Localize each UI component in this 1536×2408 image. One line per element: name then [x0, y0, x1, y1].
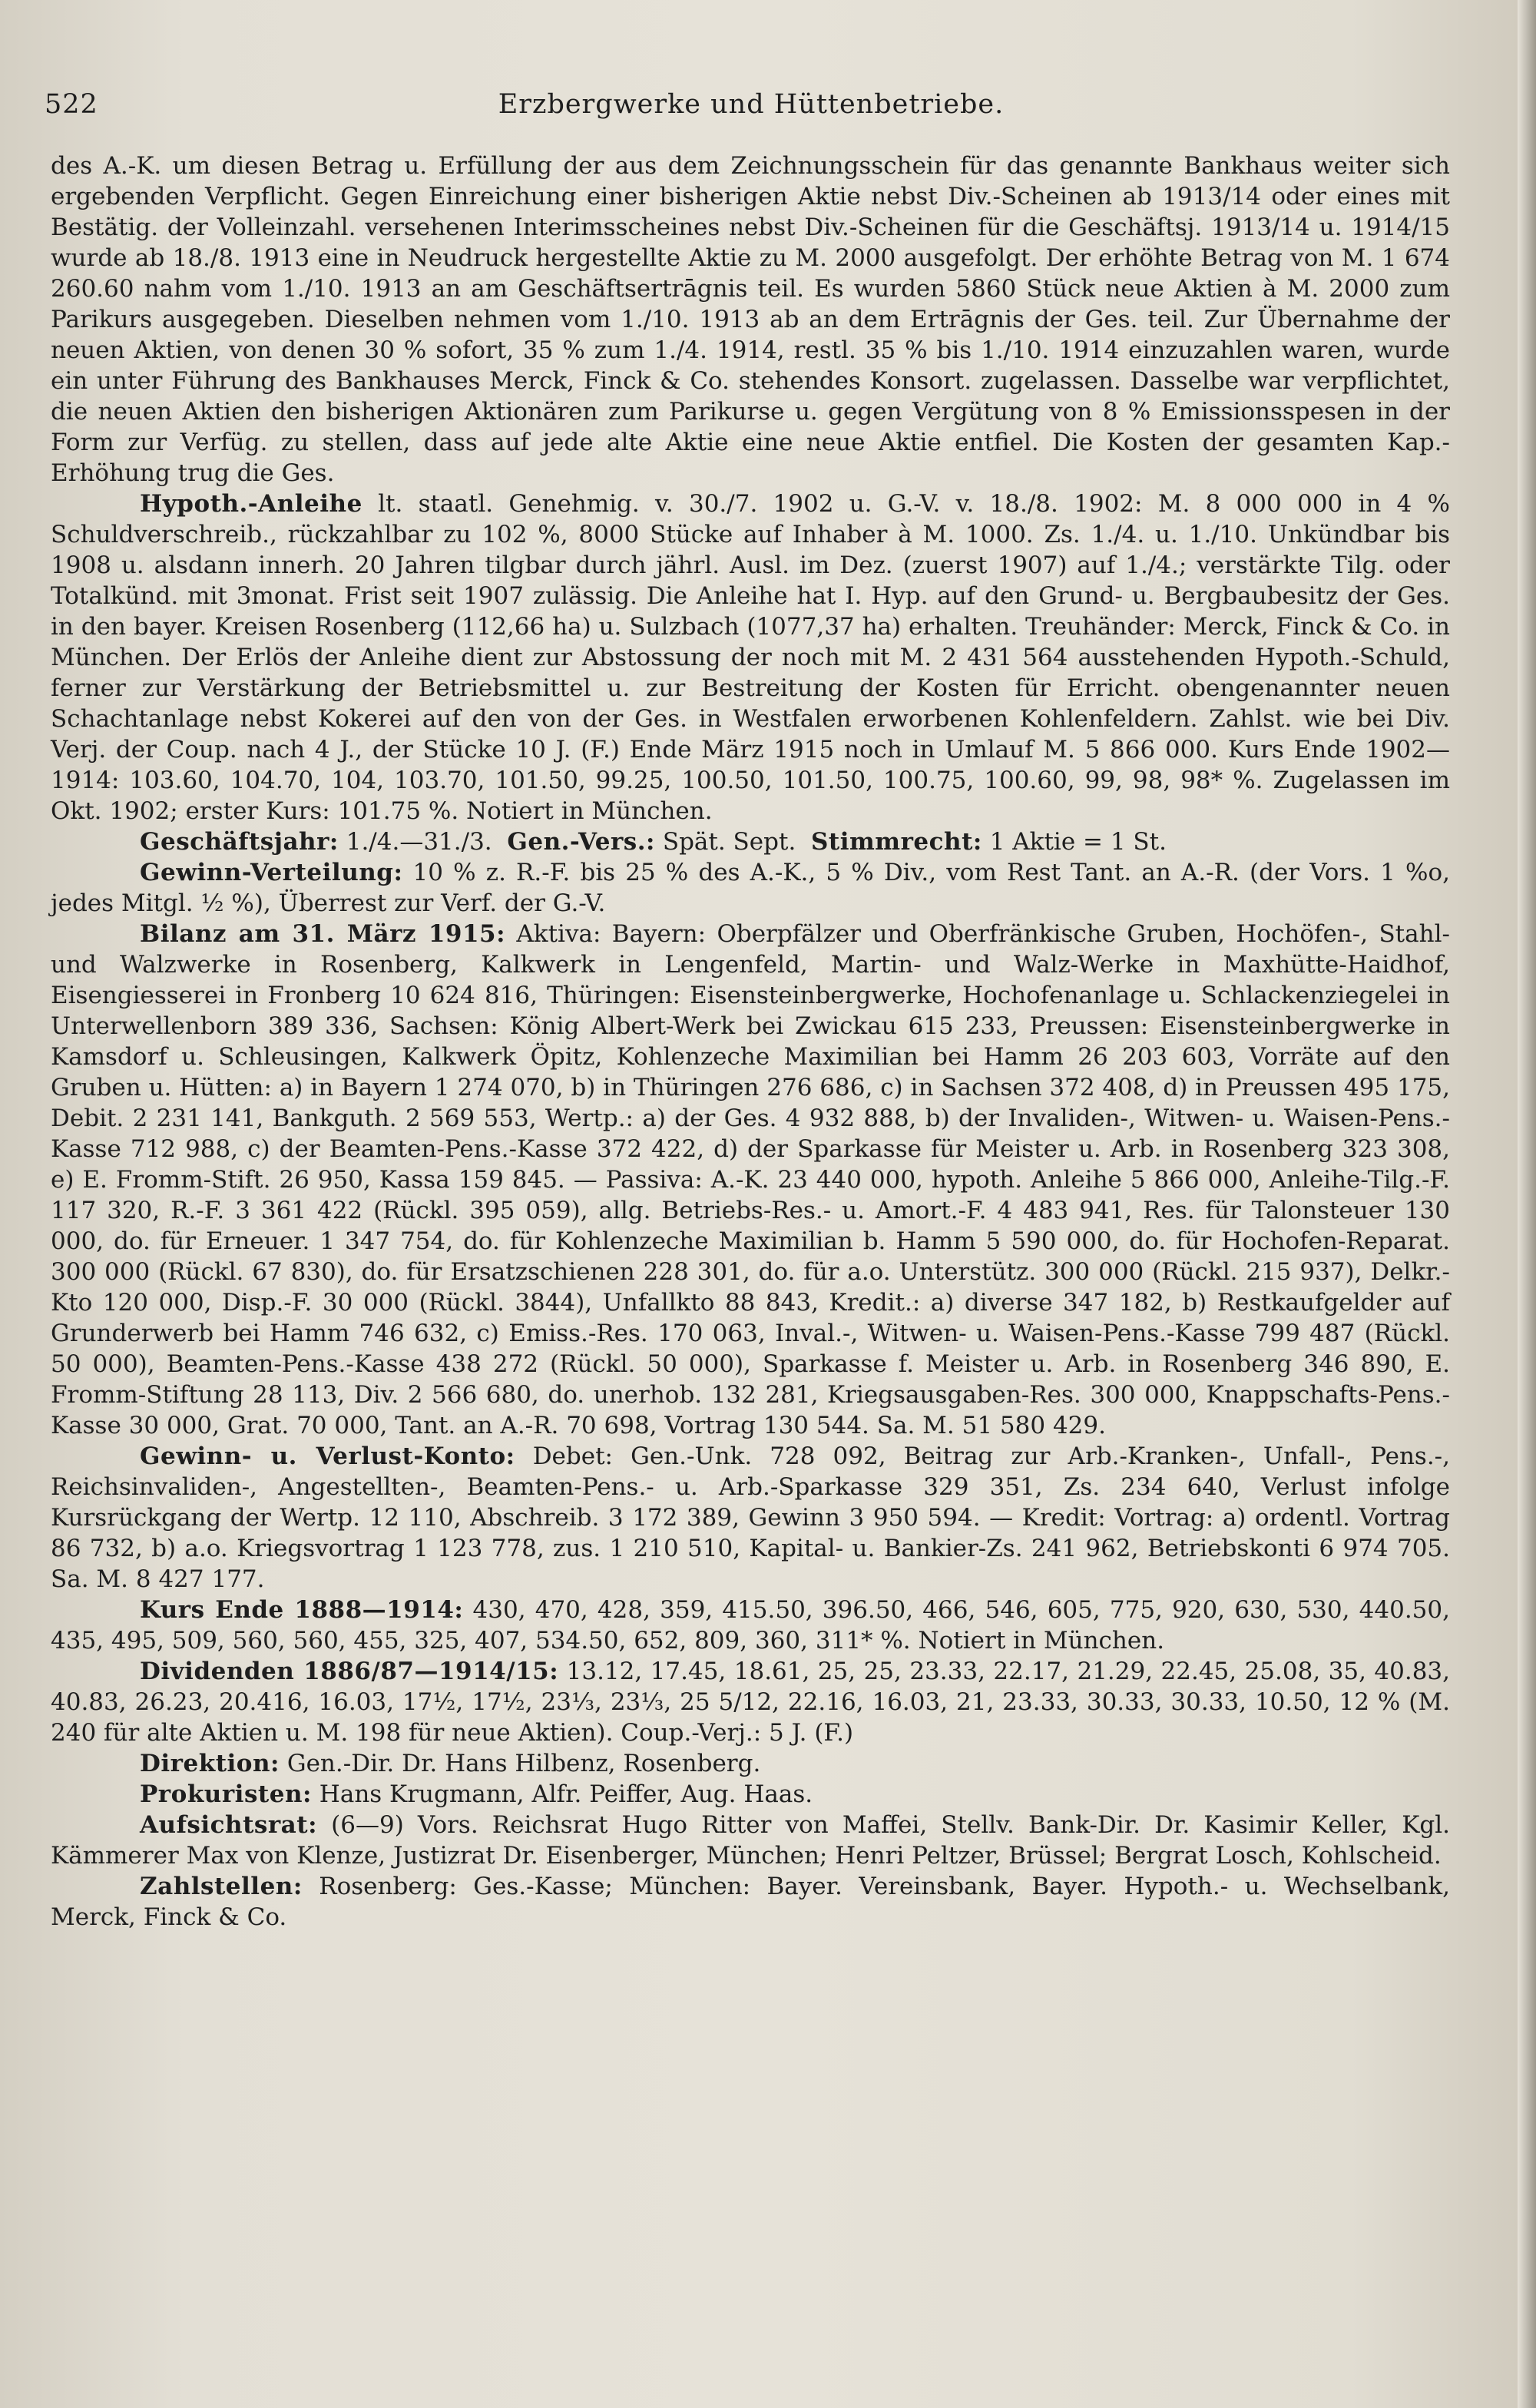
paragraph-text: Hans Krugmann, Alfr. Peiffer, Aug. Haas. — [319, 1780, 813, 1808]
paragraph-profit-loss — [51, 1441, 1450, 1595]
paragraph-authorized-signatories — [51, 1779, 1450, 1810]
section-label: Zahlstellen: — [140, 1873, 303, 1900]
section-label: Gewinn- u. Verlust-Konto: — [140, 1442, 515, 1470]
paragraph-text: 430, 470, 428, 359, 415.50, 396.50, 466, 546, 605, 775, 920, 630, 530, 440.50, 435, 495, 509, 560, 560, 455, 325, 407, 534.50, 652, 809, 360, 311* %. Notiert in München. — [51, 1596, 1450, 1654]
paragraph-capital-increase — [51, 151, 1450, 489]
paragraph-paying-agents — [51, 1871, 1450, 1933]
page-edge-shadow — [1518, 0, 1536, 2408]
section-label: Hypoth.-Anleihe — [140, 490, 362, 518]
section-label: Kurs Ende 1888—1914: — [140, 1596, 464, 1624]
section-label: Prokuristen: — [140, 1780, 312, 1808]
page-header — [45, 89, 1458, 135]
paragraph-text: Aktiva: Bayern: Oberpfälzer und Oberfränkische Gruben, Hochöfen-, Stahl- und Walzwerke in Rosenberg, Kalkwerk in Lengenfeld, Martin- und Walz-Werke in Maxhütte-Haidhof, Eisengiesserei in Fronberg 10 624 816, Thüringen: Eisensteinbergwerke, Hochofenanlage u. Schlackenziegelei in Unterwellenborn 389 336, Sachsen: König Albert-Werk bei Zwickau 615 233, Preussen: Eisensteinbergwerke in Kamsdorf u. Schleusingen, Kalkwerk Öpitz, Kohlenzeche Maximilian bei Hamm 26 203 603, Vorräte auf den Gruben u. Hütten: a) in Bayern 1 274 070, b) in Thüringen 276 686, c) in Sachsen 372 408, d) in Preussen 495 175, Debit. 2 231 141, Bankguth. 2 569 553, Wertp.: a) der Ges. 4 932 888, b) der Invaliden-, Witwen- u. Waisen-Pens.-Kasse 712 988, c) der Beamten-Pens.-Kasse 372 422, d) der Sparkasse für Meister u. Arb. in Rosenberg 323 308, e) E. Fromm-Stift. 26 950, Kassa 159 845. — Passiva: A.-K. 23 440 000, hypoth. Anleihe 5 866 000, Anleihe-Tilg.-F. 117 320, R.-F. 3 361 422 (Rückl. 395 059), allg. Betriebs-Res.- u. Amort.-F. 4 483 941, Res. für Talonsteuer 130 000, do. für Erneuer. 1 347 754, do. für Kohlenzeche Maximilian b. Hamm 5 590 000, do. für Hochofen-Reparat. 300 000 (Rückl. 67 830), do. für Ersatzschienen 228 301, do. für a.o. Unterstütz. 300 000 (Rückl. 215 937), Delkr.-Kto 120 000, Disp.-F. 30 000 (Rückl. 3844), Unfallkto 88 843, Kredit.: a) diverse 347 182, b) Restkaufgelder auf Grunderwerb bei Hamm 746 632, c) Emiss.-Res. 170 063, Inval.-, Witwen- u. Waisen-Pens.-Kasse 799 487 (Rückl. 50 000), Beamten-Pens.-Kasse 438 272 (Rückl. 50 000), Sparkasse f. Meister u. Arb. in Rosenberg 346 890, E. Fromm-Stiftung 28 113, Div. 2 566 680, do. unerhob. 132 281, Kriegsausgaben-Res. 300 000, Knappschafts-Pens.-Kasse 30 000, Grat. 70 000, Tant. an A.-R. 70 698, Vortrag 130 544. Sa. M. 51 580 429. — [51, 920, 1450, 1439]
paragraph-supervisory-board — [51, 1810, 1450, 1871]
paragraph-mortgage-loan — [51, 489, 1450, 826]
paragraph-dividends — [51, 1656, 1450, 1748]
paragraph-text: Spät. Sept. — [662, 828, 796, 856]
section-label: Bilanz am 31. März 1915: — [140, 920, 506, 948]
paragraph-text: Debet: Gen.-Unk. 728 092, Beitrag zur Arb.-Kranken-, Unfall-, Pens.-, Reichsinvaliden-, Angestellten-, Beamten-Pens.- u. Arb.-Sparkasse 329 351, Zs. 234 640, Verlust infolge Kursrückgang der Wertp. 12 110, Abschreib. 3 172 389, Gewinn 3 950 594. — Kredit: Vortrag: a) ordentl. Vortrag 86 732, b) a.o. Kriegsvortrag 1 123 778, zus. 1 210 510, Kapital- u. Bankier-Zs. 241 962, Betriebskonti 6 974 705. Sa. M. 8 427 177. — [51, 1442, 1451, 1593]
paragraph-text: lt. staatl. Genehmig. v. 30./7. 1902 u. G.-V. v. 18./8. 1902: M. 8 000 000 in 4 % Schuldverschreib., rückzahlbar zu 102 %, 8000 Stücke auf Inhaber à M. 1000. Zs. 1./4. u. 1./10. Unkündbar bis 1908 u. alsdann innerh. 20 Jahren tilgbar durch jährl. Ausl. im Dez. (zuerst 1907) auf 1./4.; verstärkte Tilg. oder Totalkünd. mit 3monat. Frist seit 1907 zulässig. Die Anleihe hat I. Hyp. auf den Grund- u. Bergbaubesitz der Ges. in den bayer. Kreisen Rosenberg (112,66 ha) u. Sulzbach (1077,37 ha) erhalten. Treuhänder: Merck, Finck & Co. in München. Der Erlös der Anleihe dient zur Abstossung der noch mit M. 2 431 564 ausstehenden Hypoth.-Schuld, ferner zur Verstärkung der Betriebsmittel u. zur Bestreitung der Kosten für Erricht. obengenannter neuen Schachtanlage nebst Kokerei auf den von der Ges. in Westfalen erworbenen Kohlenfeldern. Zahlst. wie bei Div. Verj. der Coup. nach 4 J., der Stücke 10 J. (F.) Ende März 1915 noch in Umlauf M. 5 866 000. Kurs Ende 1902—1914: 103.60, 104.70, 104, 103.70, 101.50, 99.25, 100.50, 101.50, 100.75, 100.60, 99, 98, 98* %. Zugelassen im Okt. 1902; erster Kurs: 101.75 %. Notiert in München. — [51, 490, 1450, 825]
section-label: Stimmrecht: — [811, 828, 982, 856]
article-body — [51, 151, 1450, 1933]
page-number: 522 — [45, 89, 98, 120]
paragraph-text: 10 % z. R.-F. bis 25 % des A.-K., 5 % Div., vom Rest Tant. an A.-R. (der Vors. 1 %o, jedes Mitgl. ½ %), Überrest zur Verf. der G.-V. — [51, 859, 1450, 917]
paragraph-share-prices — [51, 1595, 1450, 1656]
section-label: Gewinn-Verteilung: — [140, 859, 403, 886]
section-label: Geschäftsjahr: — [140, 828, 339, 856]
section-label: Direktion: — [140, 1750, 280, 1777]
paragraph-management — [51, 1748, 1450, 1779]
paragraph-text: des A.-K. um diesen Betrag u. Erfüllung der aus dem Zeichnungsschein für das genannte Bankhaus weiter sich ergebenden Verpflicht. Gegen Einreichung einer bisherigen Aktie nebst Div.-Scheinen ab 1913/14 oder eines mit Bestätig. der Volleinzahl. versehenen Interimsscheines nebst Div.-Scheinen für die Geschäftsj. 1913/14 u. 1914/15 wurde ab 18./8. 1913 eine in Neudruck hergestellte Aktie zu M. 2000 ausgefolgt. Der erhöhte Betrag von M. 1 674 260.60 nahm vom 1./10. 1913 an am Geschäftsertrāgnis teil. Es wurden 5860 Stück neue Aktien à M. 2000 zum Parikurs ausgegeben. Dieselben nehmen vom 1./10. 1913 ab an dem Ertrāgnis der Ges. teil. Zur Übernahme der neuen Aktien, von denen 30 % sofort, 35 % zum 1./4. 1914, restl. 35 % bis 1./10. 1914 einzuzahlen waren, wurde ein unter Führung des Bankhauses Merck, Finck & Co. stehendes Konsort. zugelassen. Dasselbe war verpflichtet, die neuen Aktien den bisherigen Aktionären zum Parikurse u. gegen Vergütung von 8 % Emissionsspesen in der Form zur Verfüg. zu stellen, dass auf jede alte Aktie eine neue Aktie entfiel. Die Kosten der gesamten Kap.-Erhöhung trug die Ges. — [51, 152, 1450, 487]
section-label: Gen.-Vers.: — [507, 828, 655, 856]
section-label: Dividenden 1886/87—1914/15: — [140, 1658, 559, 1685]
paragraph-profit-distribution — [51, 857, 1450, 919]
paragraph-text: 13.12, 17.45, 18.61, 25, 25, 23.33, 22.17, 21.29, 22.45, 25.08, 35, 40.83, 40.83, 26.23, 20.416, 16.03, 17½, 17½, 23⅓, 23⅓, 25 5/12, 22.16, 16.03, 21, 23.33, 30.33, 30.33, 10.50, 12 % (M. 240 für alte Aktien u. M. 198 für neue Aktien). Coup.-Verj.: 5 J. (F.) — [51, 1658, 1451, 1747]
paragraph-text: Rosenberg: Ges.-Kasse; München: Bayer. Vereinsbank, Bayer. Hypoth.- u. Wechselbank, Merck, Finck & Co. — [51, 1873, 1450, 1931]
section-label: Aufsichtsrat: — [140, 1811, 318, 1839]
paragraph-text: (6—9) Vors. Reichsrat Hugo Ritter von Maffei, Stellv. Bank-Dir. Dr. Kasimir Keller, Kgl. Kämmerer Max von Klenze, Justizrat Dr. Eisenberger, München; Henri Peltzer, Brüssel; Bergrat Losch, Kohlscheid. — [51, 1811, 1451, 1870]
paragraph-balance-sheet — [51, 919, 1450, 1441]
paragraph-text: 1 Aktie = 1 St. — [989, 828, 1167, 856]
paragraph-text: 1./4.—31./3. — [346, 828, 492, 856]
running-title: Erzbergwerke und Hüttenbetriebe. — [498, 89, 1005, 120]
paragraph-business-year — [51, 826, 1450, 857]
paragraph-text: Gen.-Dir. Dr. Hans Hilbenz, Rosenberg. — [286, 1750, 761, 1777]
